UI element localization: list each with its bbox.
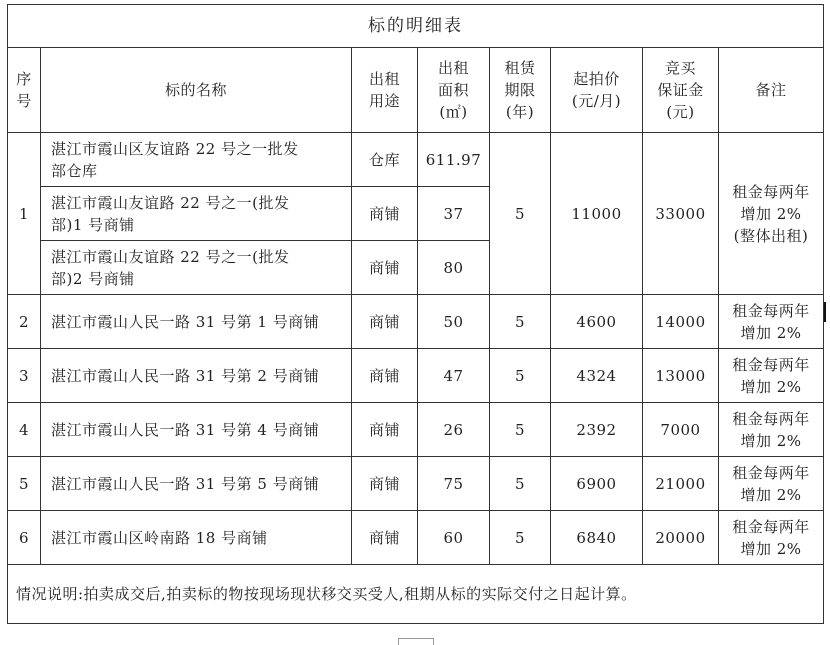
footnote: 情况说明:拍卖成交后,拍卖标的物按现场现状移交买受人,租期从标的实际交付之日起计算。 [8,565,824,624]
cell-deposit: 14000 [643,295,719,349]
header-remark: 备注 [719,48,824,133]
cell-name: 湛江市霞山友谊路 22 号之一(批发 部)1 号商铺 [41,187,352,241]
cell-term: 5 [490,349,551,403]
cell-price: 6900 [551,457,643,511]
cell-price: 6840 [551,511,643,565]
cell-name: 湛江市霞山人民一路 31 号第 4 号商铺 [41,403,352,457]
cell-use: 商铺 [352,241,418,295]
header-row [8,48,824,133]
cell-remark: 租金每两年 增加 2% [719,457,824,511]
cell-area: 37 [418,187,490,241]
table-row [8,133,824,187]
cell-price: 2392 [551,403,643,457]
cell-name: 湛江市霞山区友谊路 22 号之一批发 部仓库 [41,133,352,187]
cell-term: 5 [490,511,551,565]
table-row [8,295,824,349]
text-cursor-mark [824,302,826,322]
cell-remark: 租金每两年 增加 2% [719,295,824,349]
table-row [8,457,824,511]
cell-term: 5 [490,133,551,295]
cell-area: 26 [418,403,490,457]
cell-use: 商铺 [352,295,418,349]
cell-name: 湛江市霞山人民一路 31 号第 1 号商铺 [41,295,352,349]
cell-remark: 租金每两年 增加 2% [719,511,824,565]
cell-use: 商铺 [352,187,418,241]
cell-seq: 3 [8,349,41,403]
cell-deposit: 21000 [643,457,719,511]
cell-remark: 租金每两年 增加 2% [719,403,824,457]
cell-term: 5 [490,457,551,511]
cell-term: 5 [490,295,551,349]
cell-deposit: 20000 [643,511,719,565]
cell-use: 商铺 [352,349,418,403]
table-row [8,511,824,565]
cell-use: 商铺 [352,511,418,565]
table-row [8,403,824,457]
header-term: 租赁 期限 (年) [490,48,551,133]
header-name: 标的名称 [41,48,352,133]
cell-area: 80 [418,241,490,295]
cell-area: 60 [418,511,490,565]
cell-deposit: 13000 [643,349,719,403]
cell-deposit: 33000 [643,133,719,295]
cell-seq: 1 [8,133,41,295]
header-seq: 序 号 [8,48,41,133]
cell-use: 商铺 [352,457,418,511]
cell-name: 湛江市霞山友谊路 22 号之一(批发 部)2 号商铺 [41,241,352,295]
cell-use: 商铺 [352,403,418,457]
cell-remark: 租金每两年 增加 2% [719,349,824,403]
cell-use: 仓库 [352,133,418,187]
cell-area: 50 [418,295,490,349]
table-row [8,349,824,403]
cell-seq: 2 [8,295,41,349]
cell-price: 4324 [551,349,643,403]
cell-area: 47 [418,349,490,403]
header-deposit: 竞买 保证金 (元) [643,48,719,133]
header-use: 出租 用途 [352,48,418,133]
cell-term: 5 [490,403,551,457]
cell-deposit: 7000 [643,403,719,457]
cell-name: 湛江市霞山人民一路 31 号第 2 号商铺 [41,349,352,403]
cell-name: 湛江市霞山区岭南路 18 号商铺 [41,511,352,565]
cell-price: 4600 [551,295,643,349]
bid-detail-table [7,4,824,624]
table-title: 标的明细表 [8,5,824,48]
header-price: 起拍价 (元/月) [551,48,643,133]
header-area: 出租 面积 (㎡) [418,48,490,133]
cell-price: 11000 [551,133,643,295]
cell-area: 611.97 [418,133,490,187]
cell-name: 湛江市霞山人民一路 31 号第 5 号商铺 [41,457,352,511]
cell-seq: 6 [8,511,41,565]
cell-seq: 4 [8,403,41,457]
cell-seq: 5 [8,457,41,511]
cell-area: 75 [418,457,490,511]
cell-remark: 租金每两年 增加 2% (整体出租) [719,133,824,295]
